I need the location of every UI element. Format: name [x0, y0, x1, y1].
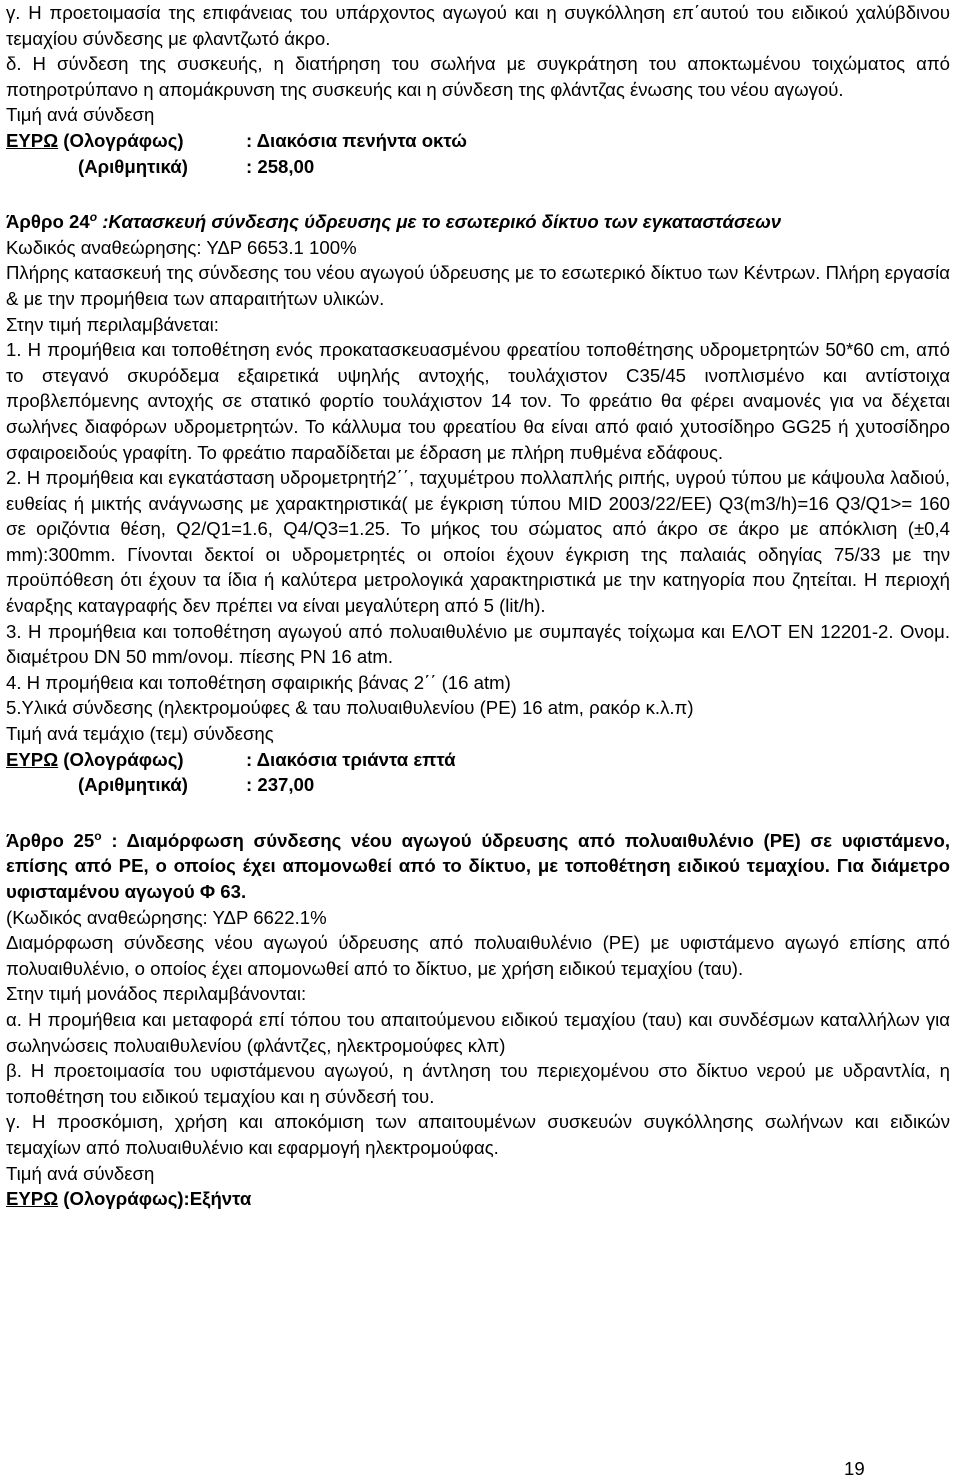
currency-label: ΕΥΡΩ — [6, 748, 59, 770]
intro-price-num-label: (Αριθμητικά) — [78, 155, 188, 177]
article-25-item-a: α. Η προμήθεια και μεταφορά επί τόπου του απαιτούμενου ειδικού τεμαχίου (ταυ) και συνδέσμων καταλλήλων για σωληνώσεις πολυαιθυλενίου (φλάντζες, ηλεκτρομούφες κλπ) — [6, 1008, 950, 1056]
article-25-price-words-label: ΕΥΡΩ (Ολογράφως): — [6, 1188, 190, 1210]
article-24-code: Κωδικός αναθεώρησης: ΥΔΡ 6653.1 100% — [6, 236, 357, 258]
article-24-price-title: Τιμή ανά τεμάχιο (τεμ) σύνδεσης — [6, 723, 274, 745]
intro-price-words-row — [6, 128, 950, 154]
article-24-title: Άρθρο $24^o$ :Κατασκευή σύνδεσης ύδρευσης με το εσωτερικό δίκτυο των εγκαταστάσεων — [6, 209, 782, 233]
article-24-item-2: 2. Η προμήθεια και εγκατάσταση υδρομετρητή2΄΄, ταχυμέτρου πολλαπλής ριπής, υγρού τύπου με κάψουλα λαδιού, ευθείας ή μικτής ανάγνωσης με χαρακτηριστικά( με έγκριση τύπου MID 2003/22/EE) Q3(m3/h)=16 Q3/Q1>= 160 σε οριζόντια θέση, Q2/Q1=1.6, Q4/Q3=1.25. Το μήκος του σώματος από άκρο σε άκρο με απόκλιση (±0,4 mm):300mm. Γίνονται δεκτοί οι υδρομετρητές οι οποίοι έχουν έγκριση της παλαιάς οδηγίας 75/33 με την προϋπόθεση ότι έχουν τα ίδια ή καλύτερα μετρολογικά χαρακτηριστικά με την κατηγορία που ζητείται. Η περιοχή έναρξης καταγραφής δεν πρέπει να είναι μεγαλύτερη από 5 (lit/h). — [6, 467, 950, 617]
article-24-item-4: 4. Η προμήθεια και τοποθέτηση σφαιρικής βάνας 2΄΄ (16 atm) — [6, 671, 511, 693]
intro-paragraph-g: γ. Η προετοιμασία της επιφάνειας του υπάρχοντος αγωγού και η συγκόλληση επ΄αυτού του ειδικού χαλύβδινου τεμαχίου σύνδεσης με φλαντζωτό άκρο. — [6, 2, 950, 49]
article-24-price-words-label: ΕΥΡΩ (Ολογράφως) — [6, 748, 184, 770]
article-24-item-3: 3. Η προμήθεια και τοποθέτηση αγωγού από πολυαιθυλένιο με συμπαγές τοίχωμα και ΕΛΟΤ ΕΝ 12201-2. Ονομ. διαμέτρου DN 50 mm/ονομ. πίεσης PN 16 atm. — [6, 620, 950, 668]
intro-price-words-label: ΕΥΡΩ (Ολογράφως) — [6, 129, 184, 151]
article-24-includes: Στην τιμή περιλαμβάνεται: — [6, 313, 219, 335]
article-25-price-title: Τιμή ανά σύνδεση — [6, 1162, 155, 1184]
article-25-price-words-row — [6, 1186, 950, 1212]
article-25-title: Άρθρο $25^o$ : Διαμόρφωση σύνδεσης νέου αγωγού ύδρευσης από πολυαιθυλένιο (PE) σε υφιστάμενο, επίσης από PE, ο οποίος έχει απομονωθεί από το δίκτυο, με τοποθέτηση ειδικού τεμαχίου. Για διάμετρο υφισταμένου αγωγού Φ 63. — [6, 828, 950, 902]
article-25-price-words-value: Εξήντα — [189, 1188, 252, 1210]
article-25-description: Διαμόρφωση σύνδεσης νέου αγωγού ύδρευσης από πολυαιθυλένιο (PE) με υφιστάμενο αγωγό επίσης από πολυαιθυλένιο, ο οποίος έχει απομονωθεί από το δίκτυο, με χρήση ειδικού τεμαχίου (ταυ). — [6, 932, 950, 979]
intro-price-words-value: : Διακόσια πενήντα οκτώ — [246, 129, 467, 151]
currency-label: ΕΥΡΩ — [6, 129, 59, 151]
currency-label: ΕΥΡΩ — [6, 1188, 59, 1210]
article-24-description: Πλήρης κατασκευή της σύνδεσης του νέου αγωγού ύδρευσης με το εσωτερικό δίκτυο των Κέντρων. Πλήρη εργασία & με την προμήθεια των απαραιτήτων υλικών. — [6, 262, 950, 309]
article-25-code: (Κωδικός αναθεώρησης: ΥΔΡ 6622.1% — [6, 906, 327, 928]
article-24-price-words-value: : Διακόσια τριάντα επτά — [246, 748, 456, 770]
article-24-price-words-row — [6, 747, 950, 773]
intro-price-title: Τιμή ανά σύνδεση — [6, 104, 155, 126]
article-25-includes: Στην τιμή μονάδος περιλαμβάνονται: — [6, 983, 307, 1005]
article-24-price-num-label: (Αριθμητικά) — [78, 774, 188, 796]
article-25-item-c: γ. Η προσκόμιση, χρήση και αποκόμιση των απαιτουμένων συσκευών συγκόλλησης σωλήνων και ειδικών τεμαχίων από πολυαιθυλένιο και εφαρμογή ηλεκτρομούφας. — [6, 1111, 950, 1158]
article-24-item-1: 1. Η προμήθεια και τοποθέτηση ενός προκατασκευασμένου φρεατίου τοποθέτησης υδρομετρητών 50*60 cm, από το στεγανό σκυρόδεμα εξαιρετικά υψηλής αντοχής, τουλάχιστον C35/45 ινοπλισμένο και αντίστοιχα προβλεπόμενης αντοχής σε στατικό φορτίο τουλάχιστον 14 τον. Το φρεάτιο θα φέρει αναμονές για να δέχεται σωλήνες διαφόρων υδρομετρητών. Το κάλλυμα του φρεατίου θα είναι από φαιό χυτοσίδηρο GG25 ή χυτοσίδηρο σφαιροειδούς γραφίτη. Το φρεάτιο παραδίδεται με έδραση με πλήρη πυθμένα εδάφους. — [6, 339, 950, 463]
intro-paragraph-d: δ. Η σύνδεση της συσκευής, η διατήρηση του σωλήνα με συγκράτηση του αποκτωμένου τοιχώματος από ποτηροτρύπανο η απομάκρυνση της συσκευής και η σύνδεση της φλάντζας ένωσης του νέου αγωγού. — [6, 53, 950, 100]
article-24-price-num-value: : 237,00 — [246, 774, 315, 796]
page-number: 19 — [844, 1458, 865, 1479]
intro-price-num-value: : 258,00 — [246, 155, 315, 177]
article-25-item-b: β. Η προετοιμασία του υφιστάμενου αγωγού, η άντληση του περιεχομένου στο δίκτυο νερού με υδραντλία, η τοποθέτηση του ειδικού τεμαχίου και η σύνδεσή του. — [6, 1060, 950, 1107]
article-24-price-num-row — [6, 772, 950, 798]
intro-price-num-row — [6, 154, 950, 180]
article-24-item-5: 5.Υλικά σύνδεσης (ηλεκτρομούφες & ταυ πολυαιθυλενίου (PE) 16 atm, ρακόρ κ.λ.π) — [6, 697, 694, 719]
